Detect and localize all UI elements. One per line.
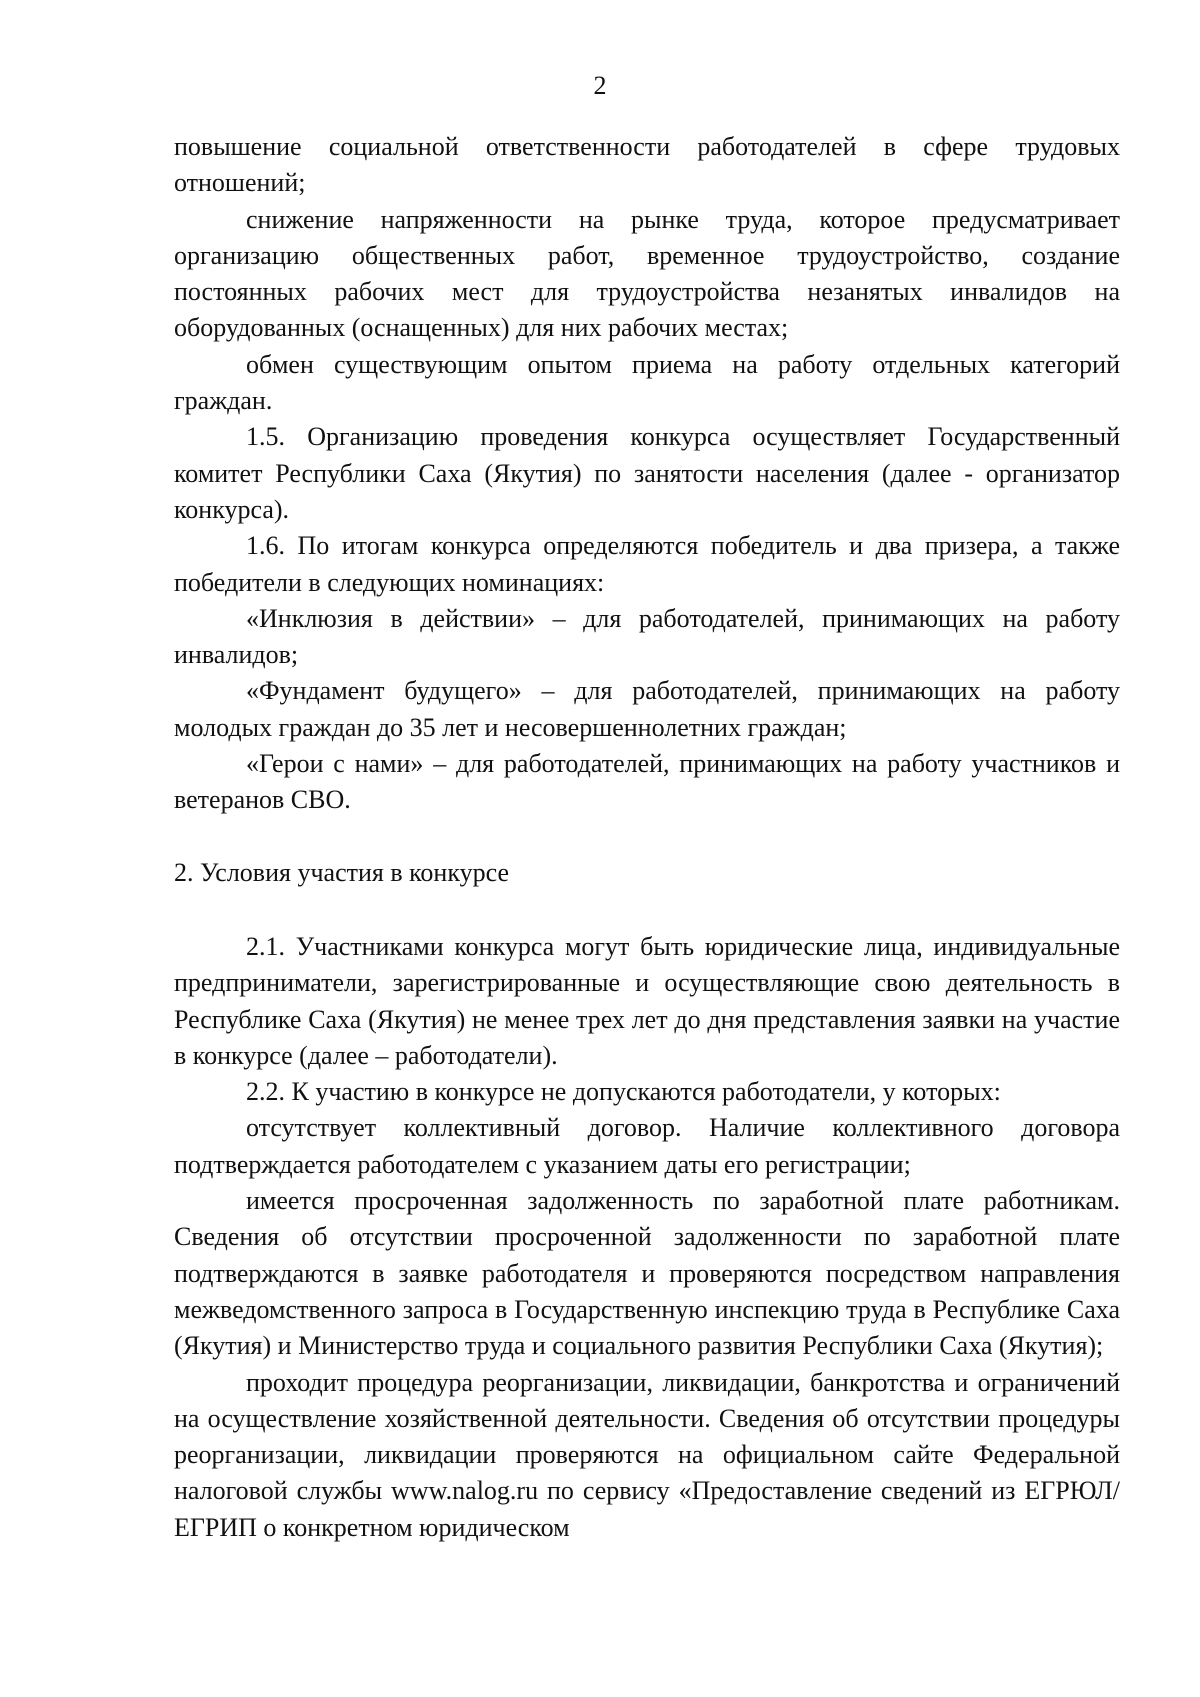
paragraph: отсутствует коллективный договор. Наличие коллективного договора подтверждается работодателем с указанием даты его регистрации; [174, 1113, 1120, 1179]
paragraph: имеется просроченная задолженность по заработной плате работникам. Сведения об отсутствии просроченной задолженности по заработной плате подтверждаются в заявке работодателя и проверяются посредством направления межведомственного запроса в Государственную инспекцию труда в Республике Саха (Якутия) и Министерство труда и социального развития Республики Саха (Якутия); [174, 1186, 1120, 1361]
section-heading: 2. Условия участия в конкурсе [174, 857, 510, 887]
paragraph: «Фундамент будущего» – для работодателей, принимающих на работу молодых граждан до 35 лет и несовершеннолетних граждан; [174, 676, 1120, 742]
paragraph: 2.1. Участниками конкурса могут быть юридические лица, индивидуальные предприниматели, зарегистрированные и осуществляющие свою деятельность в Республике Саха (Якутия) не менее трех лет до дня представления заявки на участие в конкурсе (далее – работодатели). [174, 931, 1120, 1070]
paragraph: «Инклюзия в действии» – для работодателей, принимающих на работу инвалидов; [174, 603, 1120, 670]
paragraph: повышение социальной ответственности работодателей в сфере трудовых отношений; [174, 132, 1120, 198]
paragraph: 2.2. К участию в конкурсе не допускаются работодатели, у которых: [246, 1077, 1001, 1107]
paragraph: проходит процедура реорганизации, ликвидации, банкротства и ограничений на осуществление хозяйственной деятельности. Сведения об отсутствии процедуры реорганизации, ликвидации проверяются на официальном сайте Федеральной налоговой службы www.nalog.ru по сервису «Предоставление сведений из ЕГРЮЛ/ЕГРИП о конкретном юридическом [174, 1367, 1120, 1542]
paragraph: 1.5. Организацию проведения конкурса осуществляет Государственный комитет Республики Саха (Якутия) по занятости населения (далее - организатор конкурса). [174, 422, 1120, 524]
paragraph: «Герои с нами» – для работодателей, принимающих на работу участников и ветеранов СВО. [174, 749, 1120, 815]
paragraph: снижение напряженности на рынке труда, которое предусматривает организацию общественных работ, временное трудоустройство, создание постоянных рабочих мест для трудоустройства незанятых инвалидов на оборудованных (оснащенных) для них рабочих местах; [174, 204, 1120, 343]
paragraph: обмен существующим опытом приема на работу отдельных категорий граждан. [174, 349, 1120, 416]
paragraph: 1.6. По итогам конкурса определяются победитель и два призера, а также победители в следующих номинациях: [174, 531, 1120, 597]
page-number: 2 [593, 71, 607, 100]
document-body [174, 129, 1120, 1546]
